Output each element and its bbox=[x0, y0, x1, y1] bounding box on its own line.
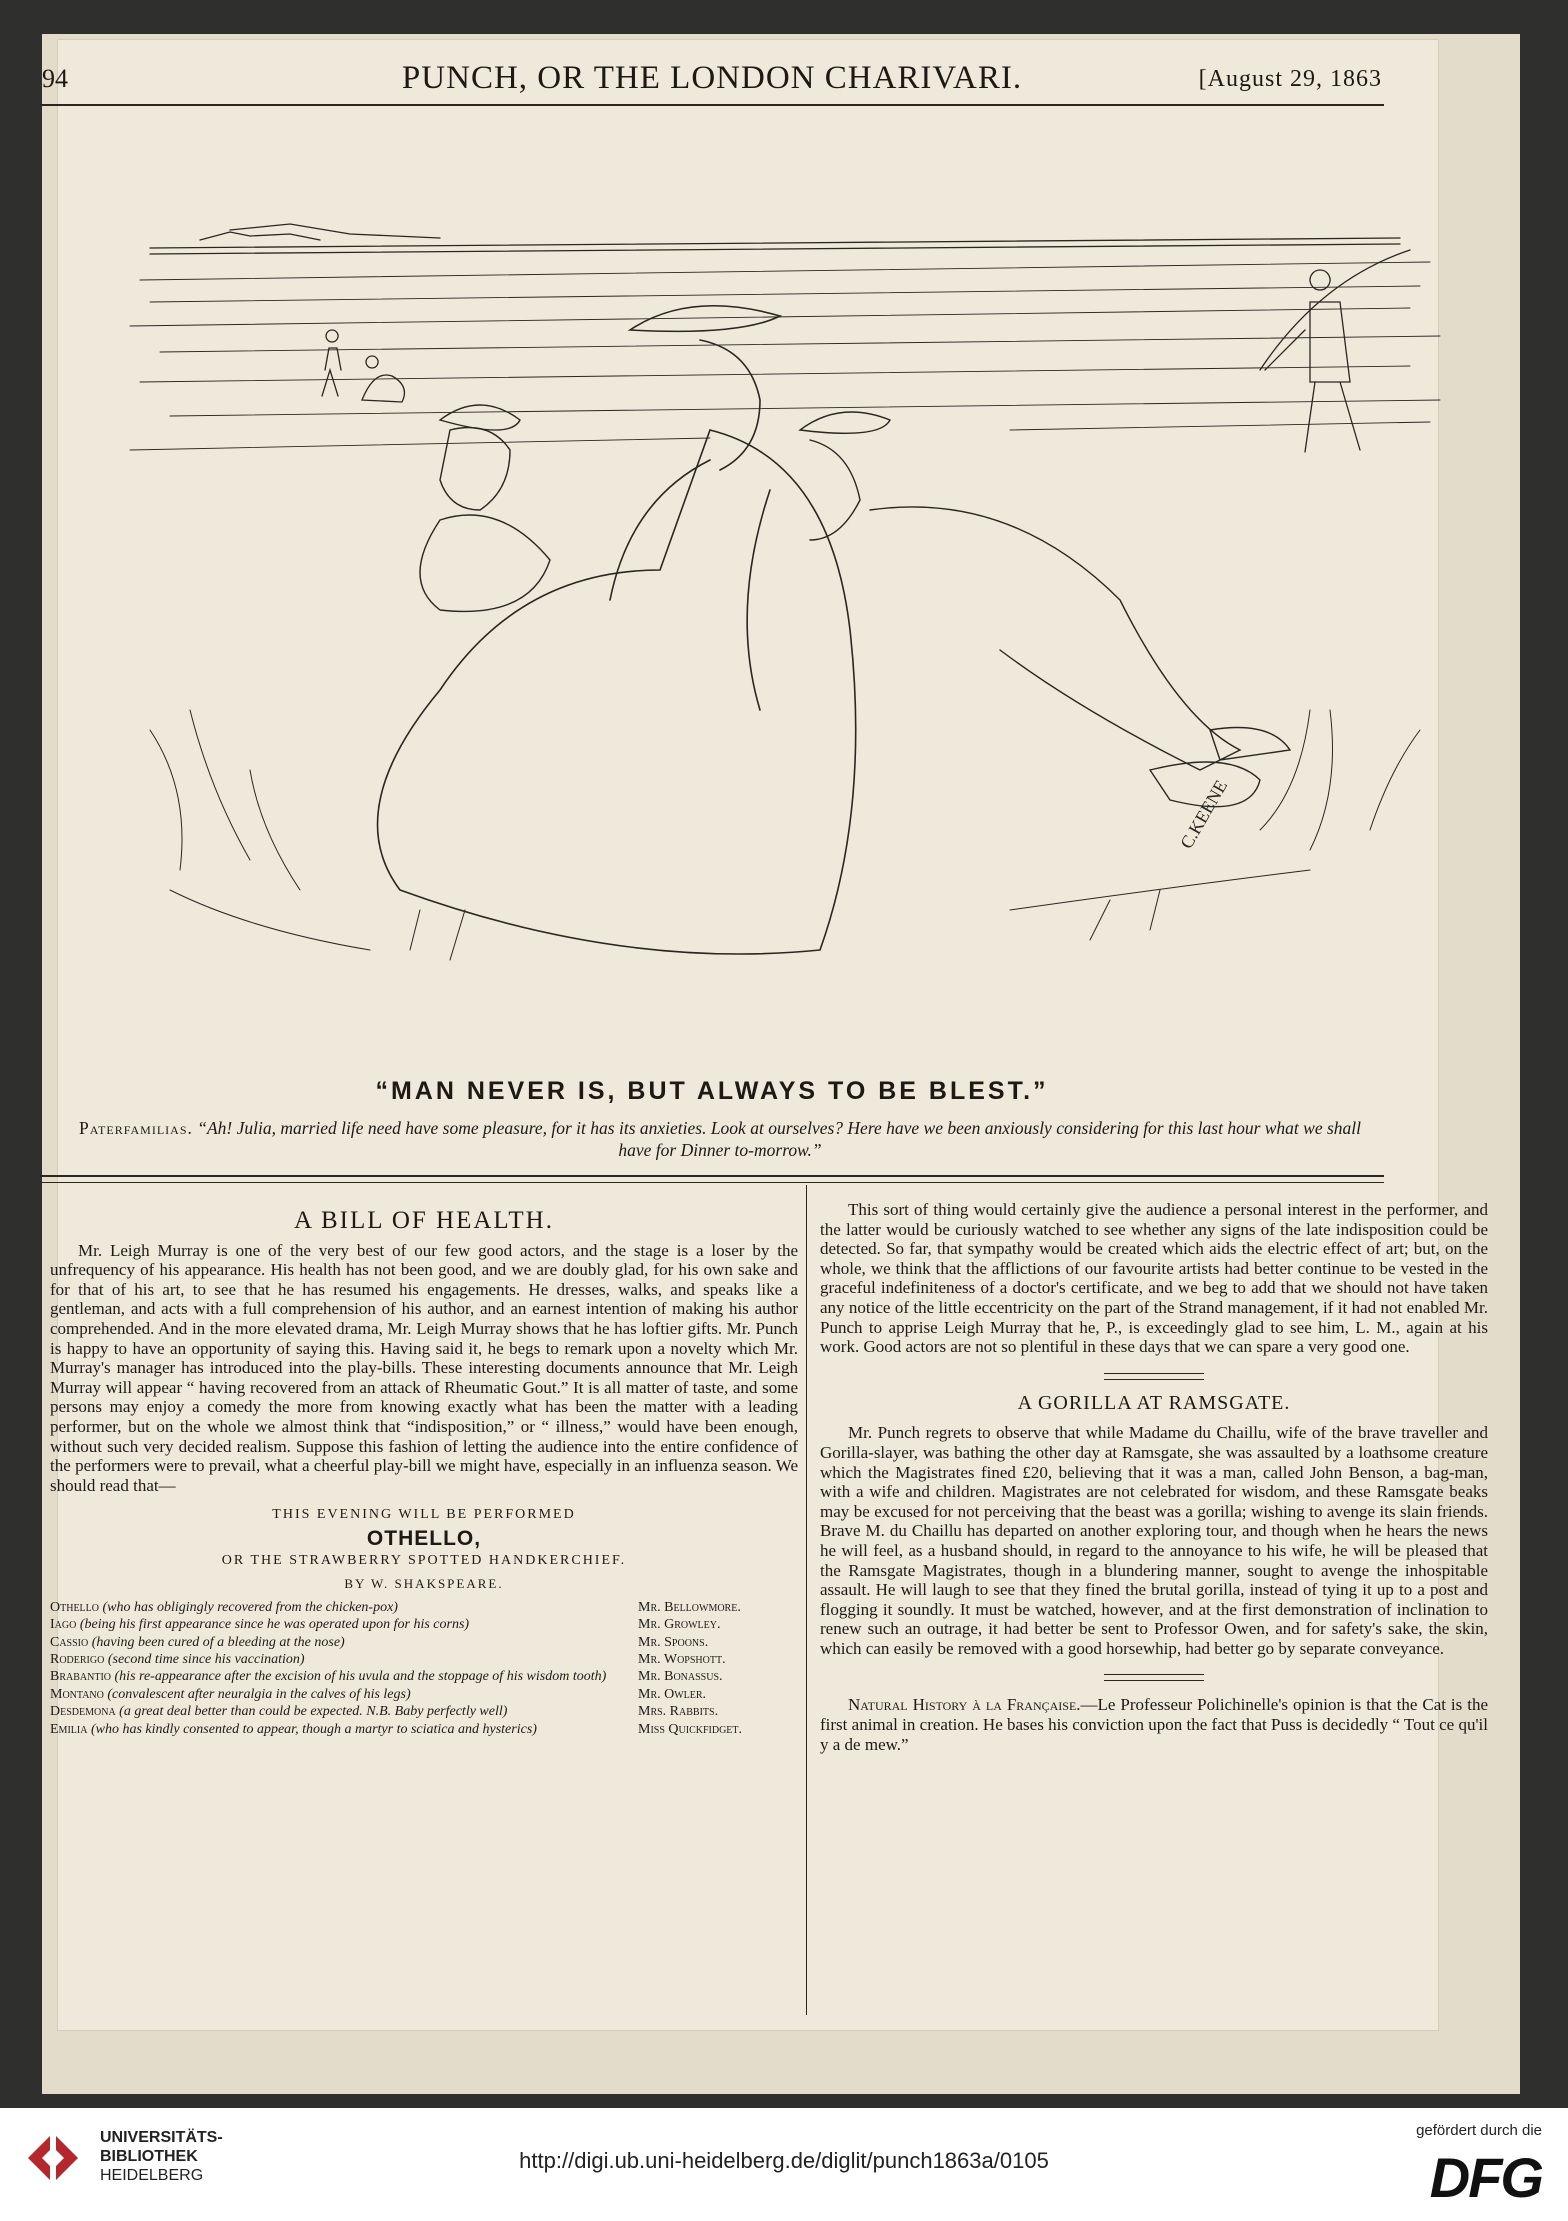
cast-row bbox=[50, 1687, 798, 1703]
dfg-logo: DFG bbox=[1429, 2146, 1542, 2209]
natural-history-paragraph bbox=[820, 1695, 1488, 1754]
cast-row bbox=[50, 1617, 798, 1633]
cast-actor: Mr. Growley. bbox=[638, 1617, 721, 1633]
cast-list bbox=[50, 1600, 798, 1738]
play-title: OTHELLO, bbox=[366, 1526, 482, 1550]
cast-role-note: (who has kindly consented to appear, though a martyr to sciatica and hysterics) bbox=[90, 1721, 537, 1737]
cast-row bbox=[50, 1635, 798, 1651]
play-author: BY W. SHAKSPEARE. bbox=[344, 1576, 504, 1592]
cast-role-note: (second time since his vaccination) bbox=[107, 1651, 305, 1667]
playbill-announcement: THIS EVENING WILL BE PERFORMED bbox=[272, 1507, 576, 1523]
gorilla-paragraph: Mr. Punch regrets to observe that while Madame du Chaillu, wife of the brave traveller and Gorilla-slayer, was bathing the other day at Ramsgate, she was assaulted by a loathsome creature which the Magistrates fined £20, believing that it was a man, called John Benson, a bag-man, with a wife and children. Magistrates are not celebrated for wisdom, and these Ramsgate beaks may be excused for not perceiving that the beast was a gorilla; wishing to avenge its slain friends. Brave M. du Chaillu has departed on another exploring tour, and though when he hears the news he will feel, as a husband should, in regard to the annoyance to his wife, he will be pleased that the Ramsgate Magistrates, though in a blundering manner, sought to avenge the inhospitable assault. He will laugh to see that they fined the brutal gorilla, instead of tying it up to a post and flogging it soundly. It must be watched, however, and at the first demonstration of inclination to renew such an outrage, it had better be sent to Professor Owen, and for safety's sake, the skin, which can easily be removed with a good horsewhip, had better go by separate conveyance. bbox=[820, 1423, 1488, 1658]
cartoon-illustration bbox=[110, 130, 1470, 1070]
cast-row bbox=[50, 1652, 798, 1668]
natural-history-text: —Le Professeur Polichinelle's opinion is that the Cat is the first animal in creation. He bases his conviction upon the fact that Puss is decidedly “ Tout ce qu'il y a de mew.” bbox=[820, 1695, 1488, 1754]
digitisation-footer bbox=[0, 2108, 1568, 2221]
mower-figure bbox=[1260, 250, 1410, 452]
right-column bbox=[820, 1200, 1488, 1754]
cast-role-note: (having been cured of a bleeding at the nose) bbox=[91, 1634, 345, 1650]
bill-of-health-heading: A BILL OF HEALTH. bbox=[294, 1207, 554, 1234]
cast-row bbox=[50, 1600, 798, 1616]
cast-role-name: Iago bbox=[50, 1617, 77, 1633]
distant-figures bbox=[322, 330, 404, 402]
natural-history-lead: Natural History à la Française. bbox=[848, 1695, 1081, 1715]
bill-of-health-continuation: This sort of thing would certainly give the audience a personal interest in the performer, and the latter would be curiously watched to see whether any signs of the late indisposition could be detected. So far, that sympathy would be created which aids the electric effect of art; but, on the whole, we think that the afflictions of our favourite artists had better continue to be vested in the graceful indefiniteness of a doctor's certificate, and we beg to add that we should not have taken any notice of the little eccentricity on the part of the Strand management, if it had not enabled Mr. Punch to apprise Leigh Murray that he, P., is exceedingly glad to see him, L. M., again at his work. Good actors are not so plentiful in these days that we can spare a very good one. bbox=[820, 1200, 1488, 1357]
cast-row bbox=[50, 1704, 798, 1720]
cast-role-note: (who has obligingly recovered from the chicken-pox) bbox=[102, 1599, 398, 1615]
girl-figure bbox=[420, 405, 550, 611]
beach-hatching bbox=[130, 262, 1440, 450]
cast-row bbox=[50, 1669, 798, 1685]
woman-in-hat bbox=[378, 306, 856, 954]
cast-role-name: Othello bbox=[50, 1599, 99, 1615]
play-subtitle: OR THE STRAWBERRY SPOTTED HANDKERCHIEF. bbox=[221, 1552, 627, 1568]
cartoon-title: “MAN NEVER IS, BUT ALWAYS TO BE BLEST.” bbox=[375, 1077, 1049, 1105]
separator bbox=[1104, 1674, 1204, 1681]
cast-role-name: Roderigo bbox=[50, 1651, 105, 1667]
section-rule bbox=[40, 1175, 1384, 1183]
cast-actor: Mr. Owler. bbox=[638, 1686, 707, 1702]
funded-by-label: gefördert durch die bbox=[1416, 2122, 1542, 2139]
source-url-link[interactable]: http://digi.ub.uni-heidelberg.de/diglit/punch1863a/0105 bbox=[519, 2148, 1049, 2173]
issue-date: [August 29, 1863 bbox=[1198, 66, 1382, 92]
cast-role-note: (a great deal better than could be expected. N.B. Baby perfectly well) bbox=[119, 1704, 508, 1720]
cast-role-note: (convalescent after neuralgia in the calves of his legs) bbox=[107, 1686, 411, 1702]
cast-role-name: Emilia bbox=[50, 1721, 88, 1737]
cast-role-name: Cassio bbox=[50, 1634, 89, 1650]
reclining-man bbox=[800, 412, 1290, 807]
left-column bbox=[50, 1205, 798, 1739]
cast-actor: Mr. Wopshott. bbox=[638, 1651, 726, 1667]
cast-actor: Mr. Spoons. bbox=[638, 1634, 709, 1650]
cast-actor: Mr. Bellowmore. bbox=[638, 1599, 741, 1615]
bill-of-health-paragraph: Mr. Leigh Murray is one of the very best of our few good actors, and the stage is a loser by the unfrequency of his appearance. His health has not been good, and we are doubly glad, for his own sake and for that of his art, to see that he has resumed his engagements. He dresses, walks, and speaks like a gentleman, and acts with a full comprehension of his author, and an earnest intention of making his author comprehended. And in the more elevated drama, Mr. Leigh Murray shows that he has loftier gifts. Mr. Punch is happy to have an opportunity of saying this. Having said it, he begs to remark upon a novelty which Mr. Murray's manager has introduced into the play-bills. These interesting documents announce that Mr. Leigh Murray will appear “ having recovered from an attack of Rheumatic Gout.” It is all matter of taste, and some persons may enjoy a comedy the more from knowing exactly what has been the matter with a leading performer, but on the whole we almost think that “indisposition,” or “ illness,” would have been enough, without such very decided realism. Suppose this fashion of letting the audience into the entire confidence of the performers were to prevail, what a cheerful play-bill we might have, especially in an influenza season. We should read that— bbox=[50, 1240, 798, 1495]
artist-signature: C.KEENE bbox=[1176, 776, 1232, 852]
cast-role-note: (being his first appearance since he was operated upon for his corns) bbox=[79, 1617, 470, 1633]
cartoon-caption bbox=[70, 1117, 1370, 1161]
horizon-sea bbox=[150, 224, 1400, 254]
header-rule bbox=[40, 104, 1384, 106]
running-head bbox=[42, 56, 1382, 106]
cast-actor: Mr. Bonassus. bbox=[638, 1669, 723, 1685]
gorilla-heading: A GORILLA AT RAMSGATE. bbox=[1017, 1391, 1291, 1414]
cast-actor: Miss Quickfidget. bbox=[638, 1721, 743, 1737]
cast-role-name: Brabantio bbox=[50, 1669, 112, 1685]
caption-quote: “Ah! Julia, married life need have some pleasure, for it has its anxieties. Look at ourselves? Here have we been anxiously considering for this last hour what we shall have for Dinner to-morrow.” bbox=[197, 1118, 1362, 1160]
separator bbox=[1104, 1373, 1204, 1380]
library-name: UNIVERSITÄTS- BIBLIOTHEK HEIDELBERG bbox=[100, 2129, 223, 2184]
cast-role-note: (his re-appearance after the excision of his uvula and the stoppage of his wisdom tooth) bbox=[114, 1669, 607, 1685]
grass-foreground bbox=[150, 710, 1420, 960]
cast-actor: Mrs. Rabbits. bbox=[638, 1704, 719, 1720]
caption-speaker: Paterfamilias. bbox=[78, 1118, 193, 1138]
cast-role-name: Desdemona bbox=[50, 1704, 116, 1720]
journal-title: PUNCH, OR THE LONDON CHARIVARI. bbox=[401, 60, 1023, 96]
cast-row bbox=[50, 1722, 798, 1738]
cast-role-name: Montano bbox=[50, 1686, 104, 1702]
column-rule bbox=[806, 1185, 807, 2015]
page-number: 94 bbox=[42, 64, 68, 93]
